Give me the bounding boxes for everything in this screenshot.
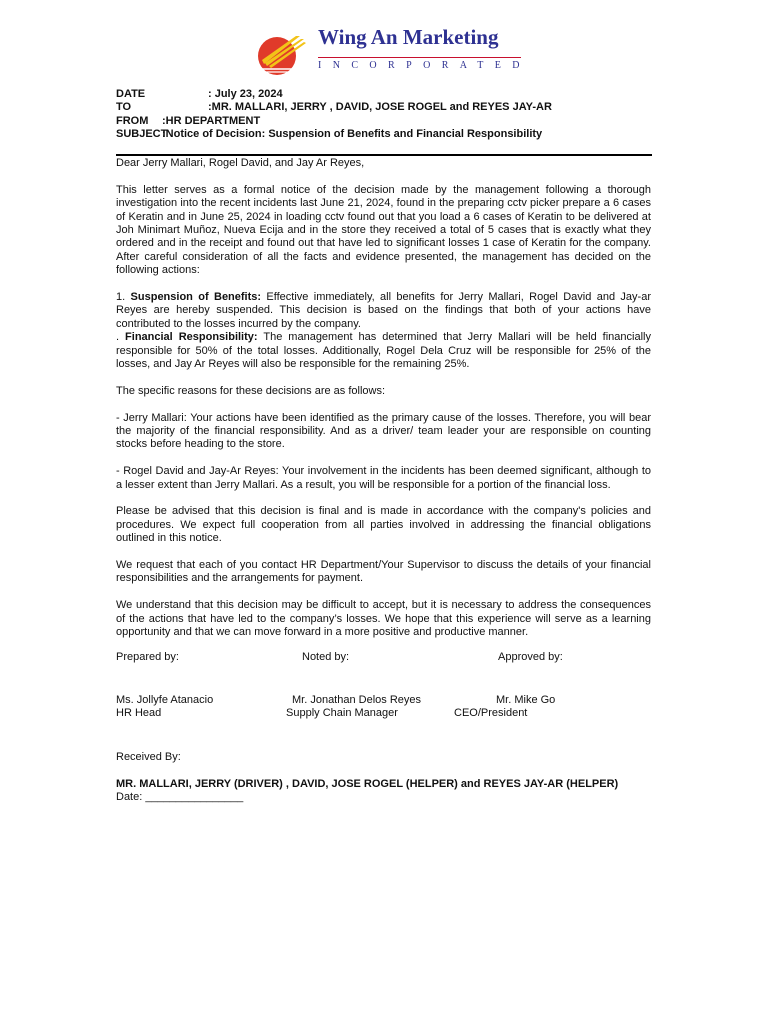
contact-request-paragraph: We request that each of you contact HR Department/Your Supervisor to discuss the details of your financial responsibilities and the arrangements for payment. (116, 559, 651, 585)
received-by-label: Received By: (116, 751, 181, 763)
received-by-names: MR. MALLARI, JERRY (DRIVER) , DAVID, JOSE ROGEL (HELPER) and REYES JAY-AR (HELPER) (116, 777, 619, 790)
subject-row (116, 128, 656, 141)
company-name-divider (318, 57, 521, 58)
item-1-text: Effective immediately, all benefits for Jerry Mallari, Rogel David and Jay-ar Reyes are hereby suspended. This decision is based on the findings that both of your actions have contributed to the losses incurred by the company. (116, 291, 651, 330)
prepared-by-label: Prepared by: (116, 651, 179, 663)
company-logo-icon (256, 33, 308, 77)
item-1-heading: Suspension of Benefits: (130, 291, 262, 304)
intro-paragraph: This letter serves as a formal notice of the decision made by the management following a thorough investigation into the recent incidents last June 21, 2024, found in the preparing cctv picker prepare a 6 cases of Keratin and in June 25, 2024 in loading cctv found out that you load a 6 cases of Keratin to be delivered at Joh Minimart Muñoz, Nueva Ecija and in the store they received a total of 5 cases that is exactly what they ordered and in the receipt and found out that have led to significant losses 1 case of Keratin for the company. After careful consideration of all the facts and evidence presented, the management has decided on the following actions: (116, 183, 651, 277)
memo-header (116, 88, 656, 142)
letterhead (256, 25, 536, 80)
salutation: Dear Jerry Mallari, Rogel David, and Jay Ar Reyes, (116, 157, 365, 169)
decision-item-1 (116, 291, 651, 331)
closing-paragraph: We understand that this decision may be difficult to accept, but it is necessary to address the consequences of the actions that have led to the company’s losses. We hope that this experience will serve as a learning opportunity and that we can move forward in a more positive and productive manner. (116, 599, 651, 639)
prepared-by-title: HR Head (116, 707, 162, 719)
to-value: :MR. MALLARI, JERRY , DAVID, JOSE ROGEL and REYES JAY-AR (208, 101, 552, 114)
item-1-number: 1. (116, 291, 131, 304)
approved-by-title: CEO/President (454, 707, 528, 719)
header-divider (116, 154, 652, 156)
noted-by-name: Mr. Jonathan Delos Reyes (292, 694, 422, 706)
item-2-text: The management has determined that Jerry Mallari will be held financially responsible for 50% of the total losses. Additionally, Rogel Dela Cruz will be responsible for 25% of the losses, and Jay Ar Reyes will also be responsible for the remaining 25%. (116, 331, 651, 371)
approved-by-label: Approved by: (498, 651, 563, 663)
received-date-line: Date: ________________ (116, 791, 244, 804)
subject-value: :Notice of Decision: Suspension of Benefits and Financial Responsibility (162, 128, 543, 141)
to-label: TO (116, 101, 132, 114)
reason-2: - Rogel David and Jay-Ar Reyes: Your involvement in the incidents has been deemed significant, although to a lesser extent than Jerry Mallari. As a result, you will be responsible for a portion of the financial loss. (116, 465, 651, 491)
date-value: : July 23, 2024 (208, 88, 283, 100)
noted-by-title: Supply Chain Manager (286, 707, 398, 719)
from-value: :HR DEPARTMENT (162, 114, 261, 127)
final-notice-paragraph: Please be advised that this decision is final and is made in accordance with the company's policies and procedures. We expect full cooperation from all parties involved in addressing the financial obligations outlined in this notice. (116, 505, 651, 545)
decision-item-2 (116, 331, 651, 371)
date-label: DATE (116, 88, 146, 100)
prepared-by-name: Ms. Jollyfe Atanacio (116, 694, 214, 706)
noted-by-label: Noted by: (302, 651, 350, 663)
approved-by-name: Mr. Mike Go (496, 694, 556, 706)
reason-1: - Jerry Mallari: Your actions have been identified as the primary cause of the losses. Therefore, you will bear the majority of the financial responsibility. And as a driver/ team leader your are responsible on counting stocks before heading to the store. (116, 411, 651, 451)
company-subtitle: INCORPORATED (318, 60, 531, 71)
company-name: Wing An Marketing (318, 25, 499, 49)
reasons-intro: The specific reasons for these decisions are as follows: (116, 384, 386, 397)
item-2-number: . (116, 331, 126, 344)
received-block (116, 751, 676, 805)
subject-label: SUBJECT (116, 128, 168, 141)
signature-block (116, 651, 656, 731)
from-label: FROM (116, 114, 149, 127)
to-row (116, 101, 656, 114)
from-row (116, 115, 656, 128)
date-row (116, 88, 656, 101)
letter-body (116, 157, 651, 653)
item-2-heading: Financial Responsibility: (125, 331, 258, 344)
